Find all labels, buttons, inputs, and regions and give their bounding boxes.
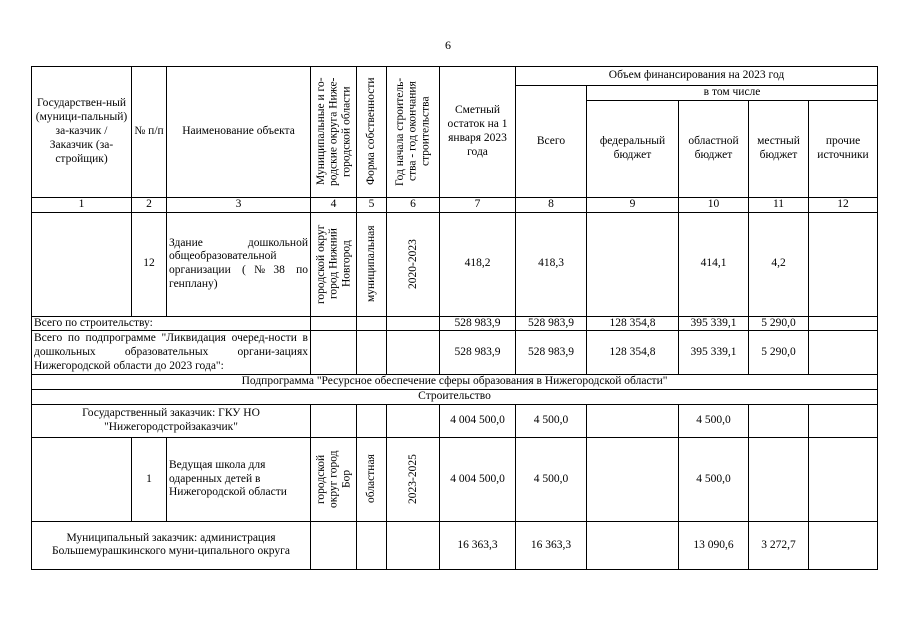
column-numbers-row xyxy=(32,197,878,212)
total-construction-label: Всего по строительству: xyxy=(32,316,311,331)
row12-municipality xyxy=(311,212,357,316)
total-subprogram-total: 528 983,9 xyxy=(516,331,587,375)
row1-balance: 4 004 500,0 xyxy=(440,437,516,521)
row12-years xyxy=(387,212,440,316)
empty-cell xyxy=(311,521,357,569)
state-customer-regional: 4 500,0 xyxy=(679,404,749,437)
empty-cell xyxy=(809,331,878,375)
state-customer-label: Государственный заказчик: ГКУ НО "Нижегородстройзаказчик" xyxy=(32,404,311,437)
empty-cell xyxy=(809,437,878,521)
total-construction-federal: 128 354,8 xyxy=(587,316,679,331)
col-number: 3 xyxy=(167,197,311,212)
empty-cell xyxy=(809,404,878,437)
row1-num: 1 xyxy=(132,437,167,521)
row12-years-text: 2020-2023 xyxy=(406,239,419,290)
header-local: местный бюджет xyxy=(749,100,809,197)
row12-object: Здание дошкольной общеобразовательной организации (№38 по генплану) xyxy=(167,212,311,316)
empty-cell xyxy=(311,404,357,437)
header-funding-title: Объем финансирования на 2023 год xyxy=(516,67,878,86)
row12-ownership xyxy=(357,212,387,316)
empty-cell xyxy=(387,521,440,569)
col-number: 2 xyxy=(132,197,167,212)
empty-cell xyxy=(587,437,679,521)
header-total: Всего xyxy=(516,86,587,198)
state-customer-balance: 4 004 500,0 xyxy=(440,404,516,437)
empty-cell xyxy=(387,331,440,375)
row1-regional: 4 500,0 xyxy=(679,437,749,521)
empty-cell xyxy=(749,437,809,521)
header-federal: федеральный бюджет xyxy=(587,100,679,197)
empty-cell xyxy=(357,316,387,331)
col-number: 11 xyxy=(749,197,809,212)
header-ownership xyxy=(357,67,387,198)
row12-regional: 414,1 xyxy=(679,212,749,316)
row12-municipality-text: городской округ город Нижний Новгород xyxy=(314,224,352,304)
row1-ownership-text: областная xyxy=(365,455,378,504)
municipal-customer-regional: 13 090,6 xyxy=(679,521,749,569)
col-number: 12 xyxy=(809,197,878,212)
municipal-customer-balance: 16 363,3 xyxy=(440,521,516,569)
page-number: 6 xyxy=(445,38,451,52)
row12-num: 12 xyxy=(132,212,167,316)
total-subprogram-local: 5 290,0 xyxy=(749,331,809,375)
empty-cell xyxy=(587,521,679,569)
empty-cell xyxy=(357,331,387,375)
row12-other xyxy=(809,212,878,316)
table-row xyxy=(32,212,878,316)
total-subprogram-label: Всего по подпрограмме "Ликвидация очеред-ности в дошкольных образовательных органи-зациях Нижегородской области до 2023 года": xyxy=(32,331,311,375)
header-balance: Сметный остаток на 1 января 2023 года xyxy=(440,67,516,198)
empty-cell xyxy=(809,521,878,569)
header-municipality xyxy=(311,67,357,198)
row1-municipality xyxy=(311,437,357,521)
subprogram-title: Подпрограмма "Ресурсное обеспечение сферы образования в Нижегородской области" xyxy=(32,375,878,390)
row12-total: 418,3 xyxy=(516,212,587,316)
row1-years-text: 2023-2025 xyxy=(406,454,419,505)
col-number: 1 xyxy=(32,197,132,212)
empty-cell xyxy=(587,404,679,437)
empty-cell xyxy=(357,521,387,569)
col-number: 6 xyxy=(387,197,440,212)
total-construction-row xyxy=(32,316,878,331)
total-subprogram-balance: 528 983,9 xyxy=(440,331,516,375)
empty-cell xyxy=(357,404,387,437)
header-municipality-text: Муниципальные и го-родские округа Ниже-городской области xyxy=(314,77,352,187)
row12-balance: 418,2 xyxy=(440,212,516,316)
empty-cell xyxy=(311,331,357,375)
col-number: 9 xyxy=(587,197,679,212)
header-ownership-text: Форма собственности xyxy=(365,78,378,186)
total-subprogram-federal: 128 354,8 xyxy=(587,331,679,375)
row1-object: Ведущая школа для одаренных детей в Нижегородской области xyxy=(167,437,311,521)
empty-cell xyxy=(387,404,440,437)
header-including: в том числе xyxy=(587,86,878,101)
total-subprogram-regional: 395 339,1 xyxy=(679,331,749,375)
row1-customer xyxy=(32,437,132,521)
col-number: 5 xyxy=(357,197,387,212)
total-construction-balance: 528 983,9 xyxy=(440,316,516,331)
total-subprogram-row xyxy=(32,331,878,375)
total-construction-total: 528 983,9 xyxy=(516,316,587,331)
row12-federal xyxy=(587,212,679,316)
header-customer: Государствен-ный (муници-пальный) за-казчик / Заказчик (за-стройщик) xyxy=(32,67,132,198)
construction-title: Строительство xyxy=(32,390,878,405)
total-construction-regional: 395 339,1 xyxy=(679,316,749,331)
row1-years xyxy=(387,437,440,521)
col-number: 10 xyxy=(679,197,749,212)
col-number: 7 xyxy=(440,197,516,212)
state-customer-total: 4 500,0 xyxy=(516,404,587,437)
row12-ownership-text: муниципальная xyxy=(365,225,378,303)
empty-cell xyxy=(749,404,809,437)
header-years xyxy=(387,67,440,198)
empty-cell xyxy=(809,316,878,331)
row12-customer xyxy=(32,212,132,316)
financing-table xyxy=(31,66,878,570)
header-other: прочие источники xyxy=(809,100,878,197)
header-num: № п/п xyxy=(132,67,167,198)
table-row xyxy=(32,437,878,521)
row1-total: 4 500,0 xyxy=(516,437,587,521)
col-number: 8 xyxy=(516,197,587,212)
header-years-text: Год начала строитель-ства - год окончания строительства xyxy=(394,77,432,186)
header-object: Наименование объекта xyxy=(167,67,311,198)
row1-ownership xyxy=(357,437,387,521)
municipal-customer-total: 16 363,3 xyxy=(516,521,587,569)
col-number: 4 xyxy=(311,197,357,212)
header-regional: областной бюджет xyxy=(679,100,749,197)
row12-local: 4,2 xyxy=(749,212,809,316)
municipal-customer-label: Муниципальный заказчик: администрация Большемурашкинского муни-ципального округа xyxy=(32,521,311,569)
municipal-customer-local: 3 272,7 xyxy=(749,521,809,569)
total-construction-local: 5 290,0 xyxy=(749,316,809,331)
empty-cell xyxy=(311,316,357,331)
row1-municipality-text: городской округ город Бор xyxy=(314,450,352,509)
municipal-customer-row xyxy=(32,521,878,569)
empty-cell xyxy=(387,316,440,331)
state-customer-row xyxy=(32,404,878,437)
